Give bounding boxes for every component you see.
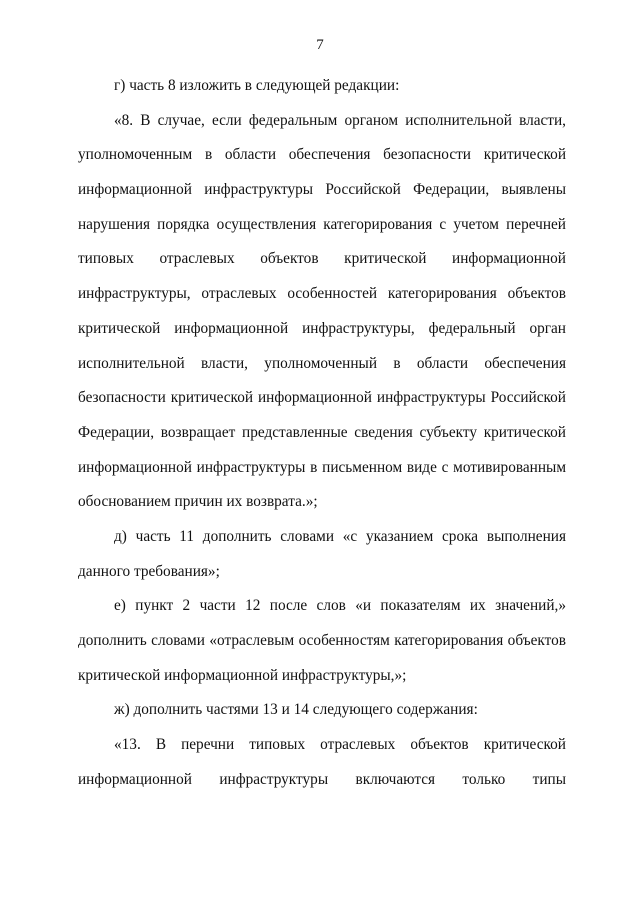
text-line: «13. В перечни типовых отраслевых объектов критической [114, 736, 566, 754]
document-body [78, 69, 566, 797]
text-line: исполнительной власти, уполномоченный в области обеспечения [78, 354, 566, 372]
text-line: информационной инфраструктуры включаются только типы [78, 770, 566, 788]
text-line: е) пункт 2 части 12 после слов «и показателям их значений,» [114, 597, 566, 615]
text-line: типовых отраслевых объектов критической информационной [78, 250, 566, 268]
page-number: 7 [316, 37, 324, 53]
text-line: «8. В случае, если федеральным органом исполнительной власти, [114, 111, 566, 129]
text-line: г) часть 8 изложить в следующей редакции: [114, 77, 400, 94]
text-line: данного требования»; [78, 562, 220, 580]
text-line: уполномоченным в области обеспечения безопасности критической [78, 146, 566, 164]
text-line: информационной инфраструктуры в письменном виде с мотивированным [78, 458, 566, 476]
text-line: критической информационной инфраструктуры, федеральный орган [78, 319, 566, 337]
text-line: безопасности критической информационной инфраструктуры Российской [78, 389, 566, 407]
text-line: Федерации, возвращает представленные сведения субъекту критической [78, 423, 566, 441]
text-line: нарушения порядка осуществления категорирования с учетом перечней [78, 215, 566, 233]
text-line: критической информационной инфраструктуры,»; [78, 666, 407, 684]
text-line: информационной инфраструктуры Российской Федерации, выявлены [78, 181, 566, 199]
text-line: дополнить словами «отраслевым особенностям категорирования объектов [78, 632, 566, 649]
text-line: ж) дополнить частями 13 и 14 следующего содержания: [114, 701, 478, 719]
text-line: д) часть 11 дополнить словами «с указанием срока выполнения [114, 527, 566, 545]
text-line: инфраструктуры, отраслевых особенностей категорирования объектов [78, 285, 566, 303]
text-line: обоснованием причин их возврата.»; [78, 493, 318, 511]
